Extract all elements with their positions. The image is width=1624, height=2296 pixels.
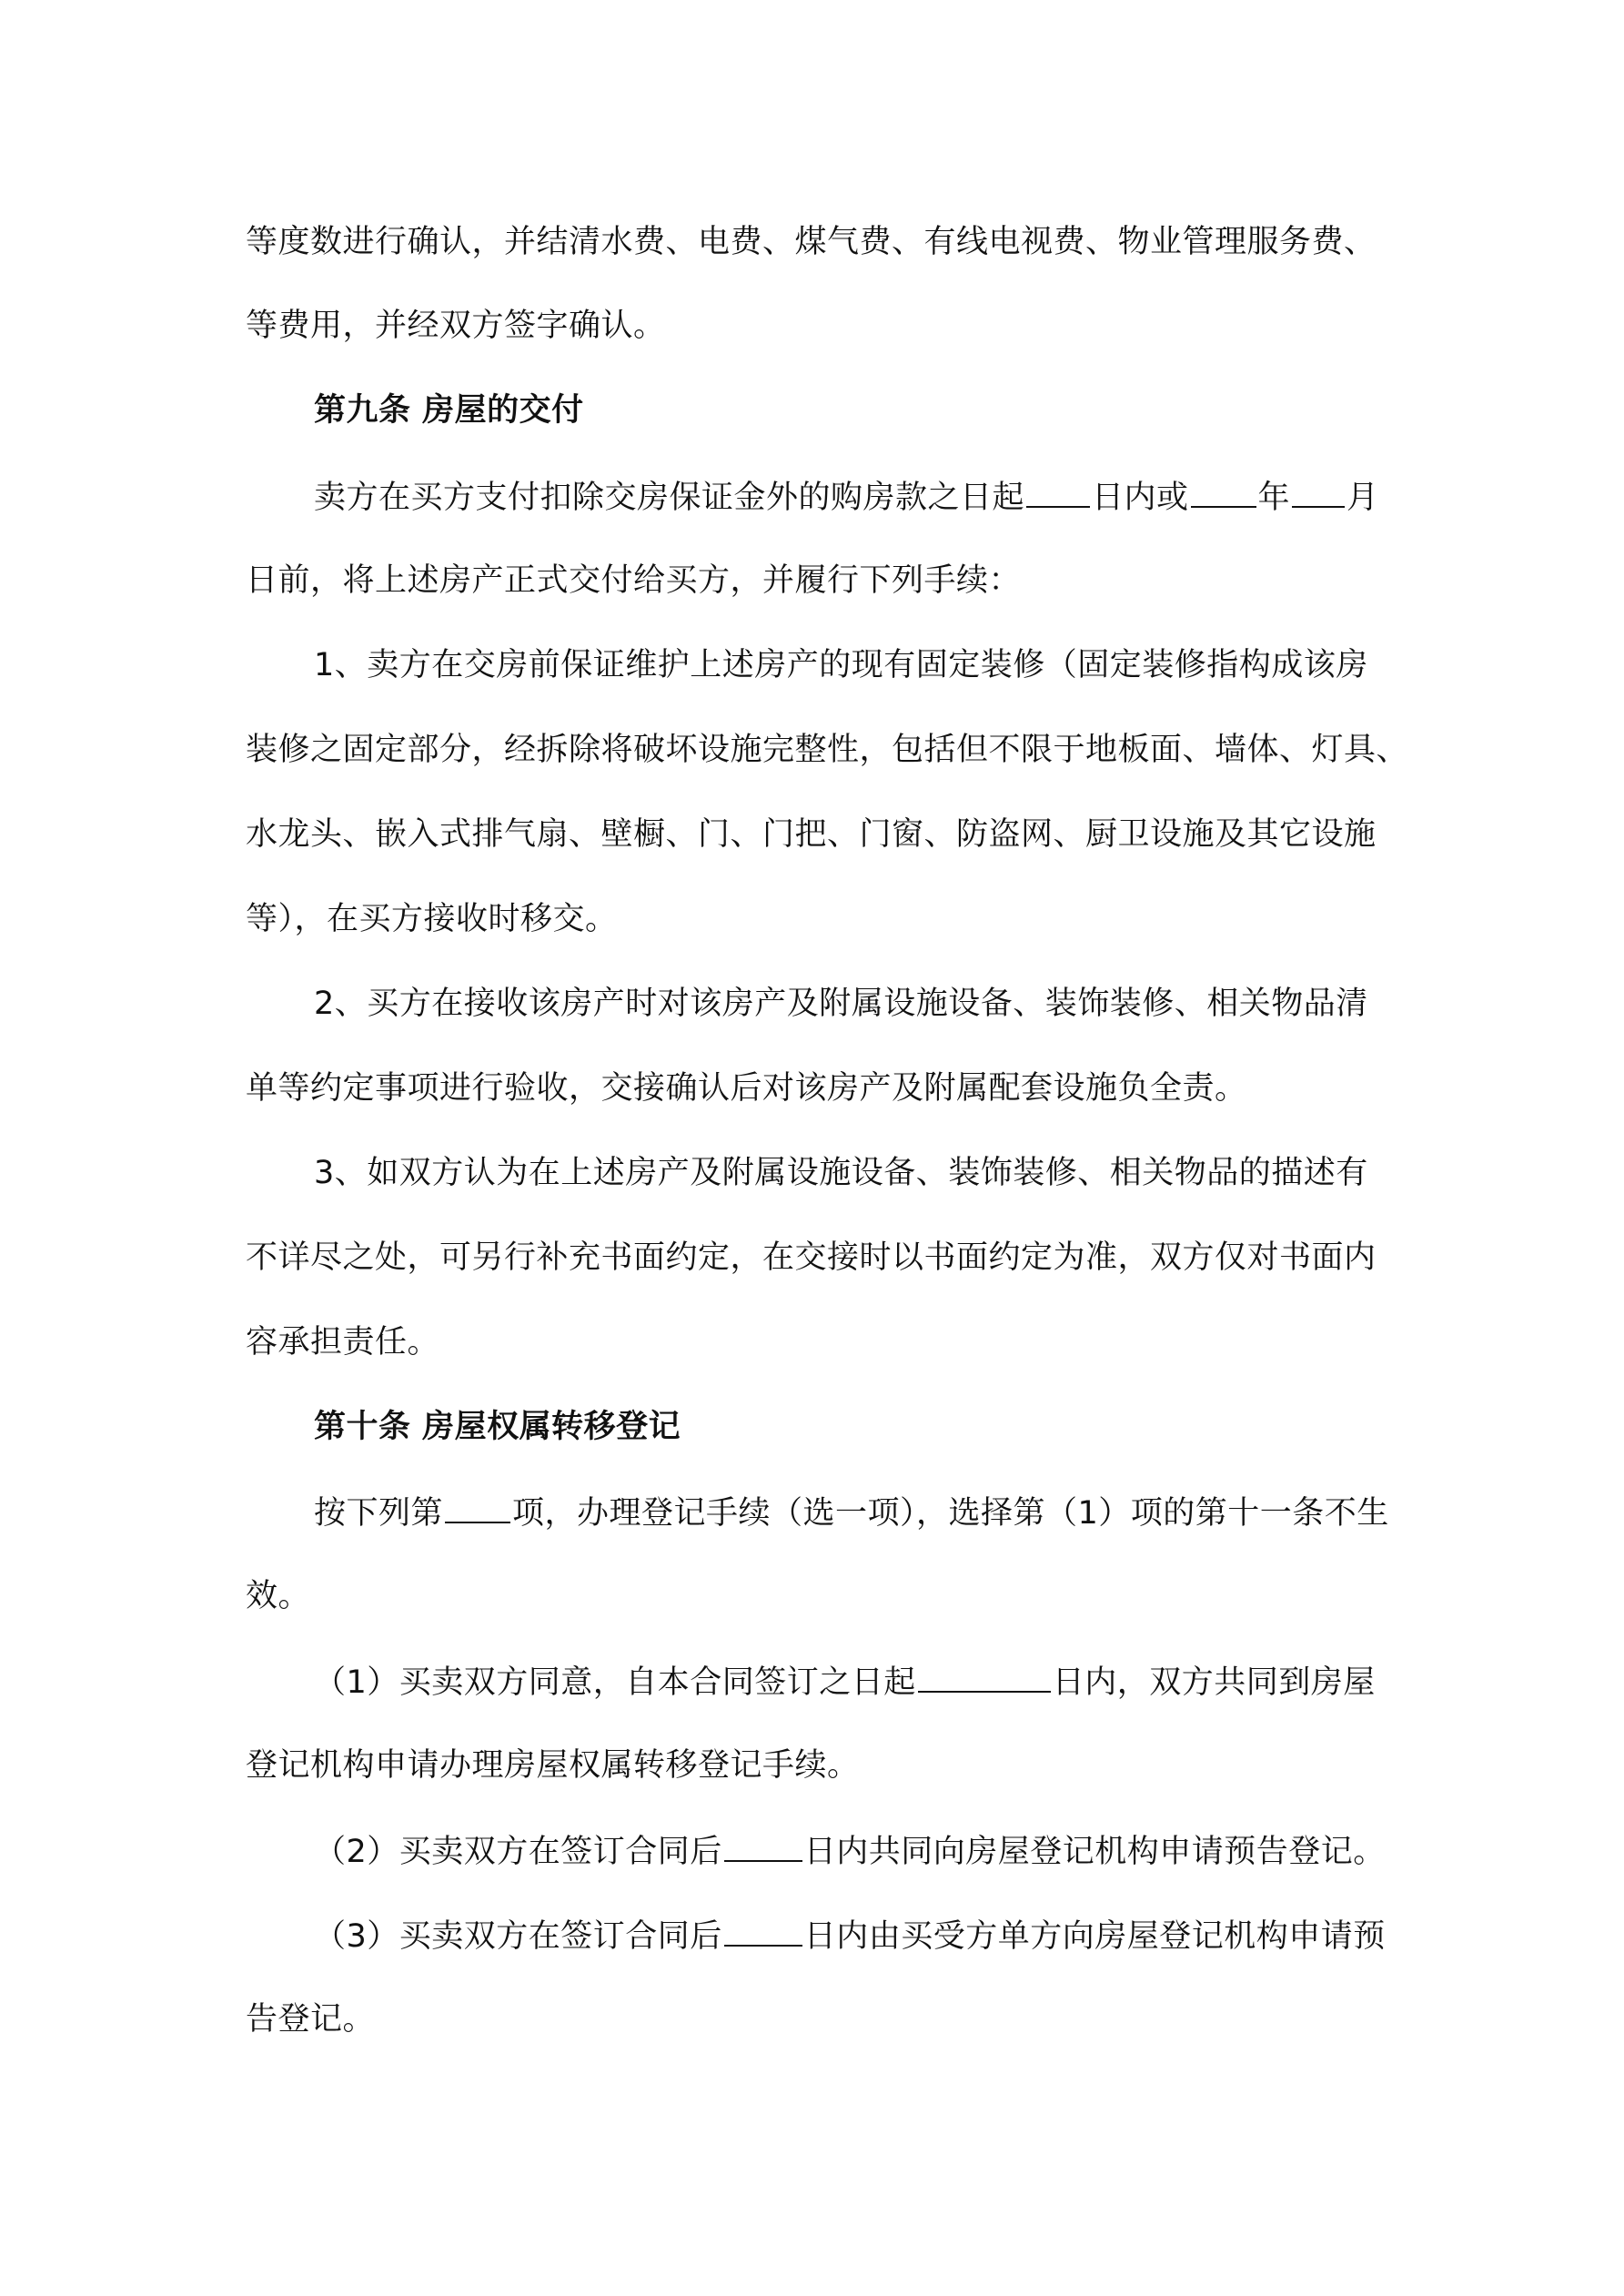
text-line: 等度数进行确认，并结清水费、电费、煤气费、有线电视费、物业管理服务费、 xyxy=(246,224,1377,260)
text-line xyxy=(314,1914,1460,1957)
text-line: 2、买方在接收该房产时对该房产及附属设施设备、装饰装修、相关物品清 xyxy=(314,986,1368,1022)
text-line: 等费用，并经双方签字确认。 xyxy=(246,308,666,344)
text-segment: （2）买卖双方在签订合同后 xyxy=(314,1834,722,1870)
text-segment: 按下列第 xyxy=(314,1495,444,1532)
blank-field xyxy=(1026,475,1090,508)
text-segment: （1）买卖双方同意，自本合同签订之日起 xyxy=(314,1664,916,1701)
text-line: 容承担责任。 xyxy=(246,1324,440,1360)
text-segment: 项，办理登记手续（选一项），选择第（1）项的第十一条不生 xyxy=(512,1495,1389,1532)
blank-field xyxy=(724,1829,802,1862)
text-line: 效。 xyxy=(246,1578,311,1614)
text-line: 装修之固定部分，经拆除将破坏设施完整性，包括但不限于地板面、墙体、灯具、 xyxy=(246,732,1409,768)
blank-field xyxy=(445,1491,510,1523)
text-line xyxy=(314,1660,1460,1704)
text-line: 日前，将上述房产正式交付给买方，并履行下列手续： xyxy=(246,562,1022,599)
text-line: 等），在买方接收时移交。 xyxy=(246,901,618,937)
text-segment: （3）买卖双方在签订合同后 xyxy=(314,1918,722,1955)
section-heading-article-10: 第十条 房屋权属转移登记 xyxy=(314,1409,681,1445)
text-line: 单等约定事项进行验收，交接确认后对该房产及附属配套设施负全责。 xyxy=(246,1070,1247,1107)
text-segment: 日内共同向房屋登记机构申请预告登记。 xyxy=(803,1834,1386,1870)
text-line: 1、卖方在交房前保证维护上述房产的现有固定装修（固定装修指构成该房 xyxy=(314,647,1368,683)
text-line: 不详尽之处，可另行补充书面约定，在交接时以书面约定为准，双方仅对书面内 xyxy=(246,1239,1377,1276)
text-line: 告登记。 xyxy=(246,2001,376,2038)
text-segment: 日内，双方共同到房屋 xyxy=(1052,1664,1376,1701)
text-line xyxy=(314,1829,1460,1873)
section-heading-article-9: 第九条 房屋的交付 xyxy=(314,392,584,429)
blank-field xyxy=(724,1914,802,1947)
text-segment: 日内或 xyxy=(1092,480,1189,516)
text-segment: 月 xyxy=(1347,480,1379,516)
blank-field xyxy=(918,1660,1051,1693)
text-line: 3、如双方认为在上述房产及附属设施设备、装饰装修、相关物品的描述有 xyxy=(314,1155,1368,1191)
text-line xyxy=(314,1491,1460,1534)
text-segment: 年 xyxy=(1257,480,1291,516)
text-line: 登记机构申请办理房屋权属转移登记手续。 xyxy=(246,1747,860,1784)
blank-field xyxy=(1292,475,1345,508)
text-line xyxy=(314,475,1460,519)
blank-field xyxy=(1191,475,1256,508)
text-segment: 卖方在买方支付扣除交房保证金外的购房款之日起 xyxy=(314,480,1025,516)
text-line: 水龙头、嵌入式排气扇、壁橱、门、门把、门窗、防盗网、厨卫设施及其它设施 xyxy=(246,816,1377,853)
text-segment: 日内由买受方单方向房屋登记机构申请预 xyxy=(803,1918,1386,1955)
